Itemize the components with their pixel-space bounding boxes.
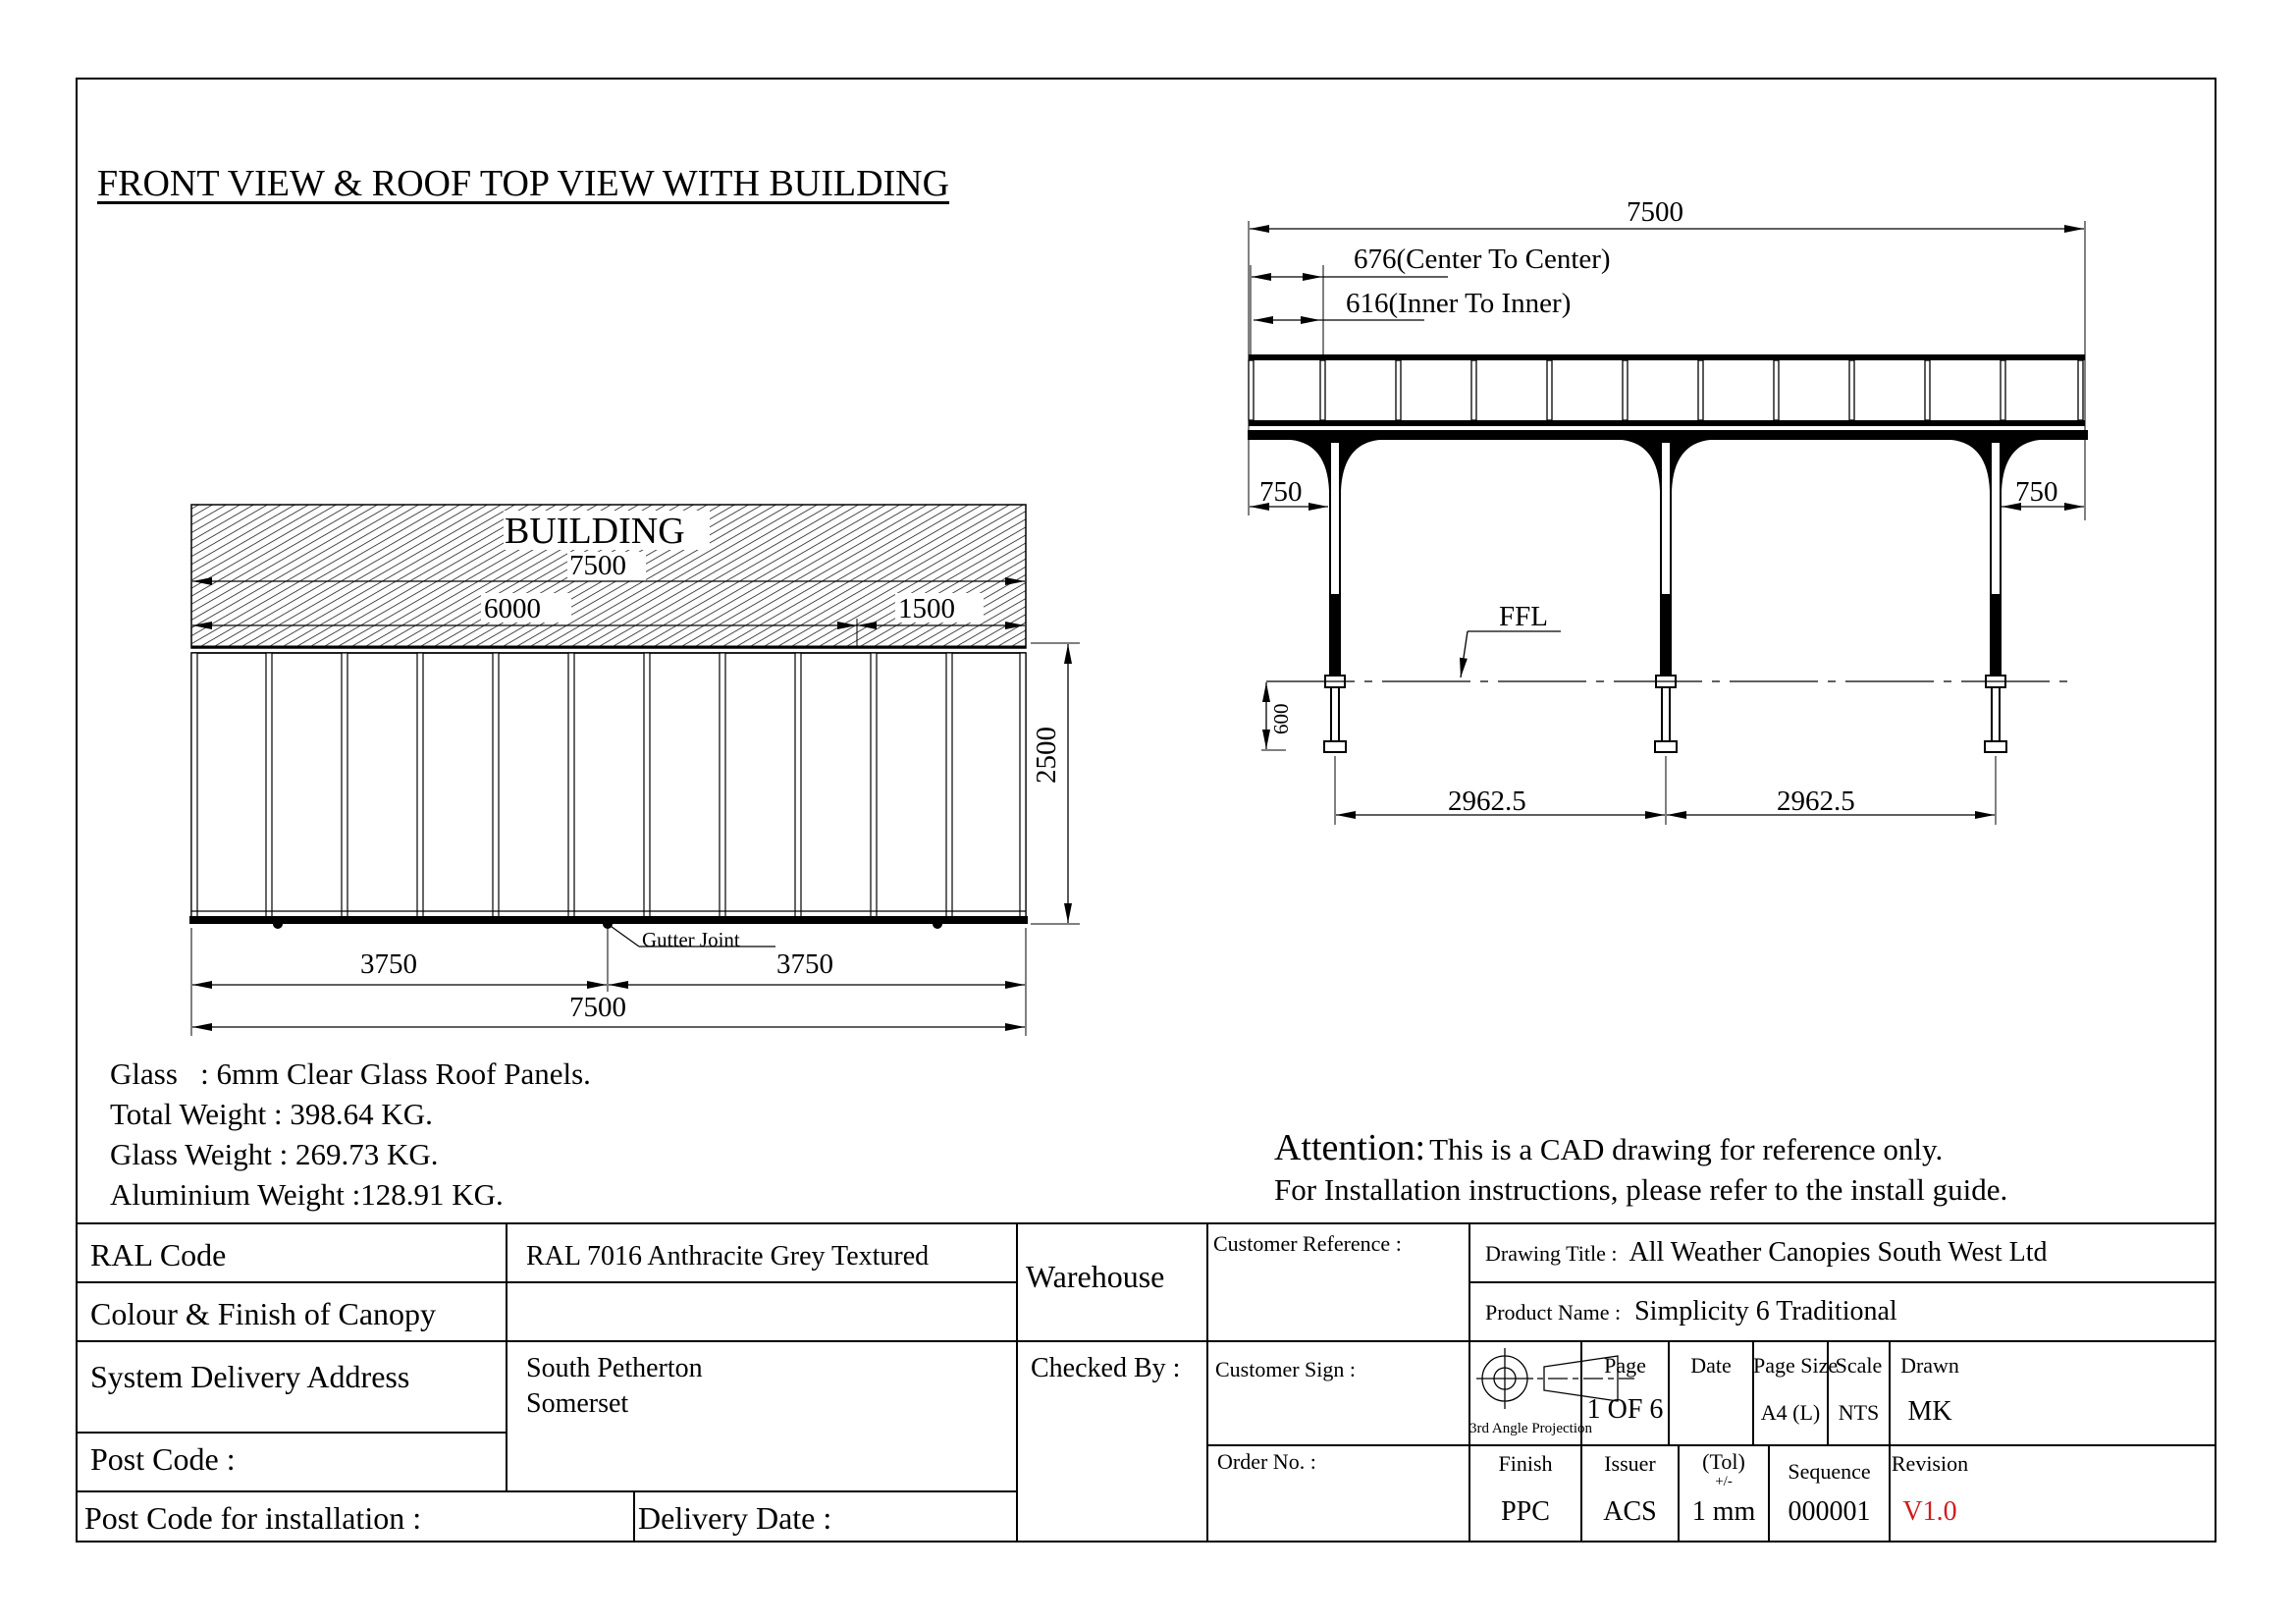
attention-label: Attention: <box>1274 1127 1426 1168</box>
revision-label: Revision <box>1891 1451 1969 1476</box>
front-dim-inner-to-inner: 616(Inner To Inner) <box>1346 288 1572 319</box>
delivery-address-line1: South Petherton <box>526 1353 703 1383</box>
front-dim-left-overhang: 750 <box>1259 476 1303 508</box>
ral-code-label: RAL Code <box>90 1237 227 1272</box>
finish-label: Finish <box>1498 1451 1553 1476</box>
dim-left-half: 3750 <box>360 948 417 980</box>
issuer-value: ACS <box>1603 1496 1657 1527</box>
page-size-label: Page Size <box>1753 1353 1839 1378</box>
delivery-address-line2: Somerset <box>526 1388 629 1419</box>
dim-left-segment: 6000 <box>484 593 541 624</box>
attention-line1: This is a CAD drawing for reference only. <box>1429 1132 1944 1166</box>
spec-aluminium-weight: Aluminium Weight :128.91 KG. <box>110 1177 504 1212</box>
customer-reference-label: Customer Reference : <box>1213 1231 1402 1256</box>
drawing-title-label: Drawing Title : <box>1485 1241 1618 1266</box>
front-dim-foundation: 600 <box>1269 703 1293 734</box>
sequence-value: 000001 <box>1788 1496 1871 1527</box>
post-code-install-label: Post Code for installation : <box>84 1500 422 1536</box>
spec-glass-weight: Glass Weight : 269.73 KG. <box>110 1137 439 1171</box>
finish-value: PPC <box>1501 1496 1550 1527</box>
sheet-heading: FRONT VIEW & ROOF TOP VIEW WITH BUILDING <box>97 163 950 204</box>
gutter-joint-label: Gutter Joint <box>642 928 740 951</box>
date-label: Date <box>1690 1353 1732 1378</box>
front-dim-right-overhang: 750 <box>2015 476 2058 508</box>
colour-finish-label: Colour & Finish of Canopy <box>90 1296 437 1331</box>
dim-building-total: 7500 <box>569 550 626 581</box>
dim-right-segment: 1500 <box>898 593 955 624</box>
tol-label: (Tol) <box>1702 1449 1745 1474</box>
page-label: Page <box>1604 1353 1646 1378</box>
page-value: 1 OF 6 <box>1586 1394 1664 1425</box>
drawn-label: Drawn <box>1900 1353 1959 1378</box>
scale-value: NTS <box>1838 1400 1880 1425</box>
roof-rafters <box>191 653 1026 920</box>
front-rafters <box>1249 360 2083 420</box>
order-no-label: Order No. : <box>1217 1449 1316 1474</box>
product-name-label: Product Name : <box>1485 1300 1622 1325</box>
attention-line2: For Installation instructions, please refer to the install guide. <box>1274 1172 2008 1207</box>
drawing-title-value: All Weather Canopies South West Ltd <box>1629 1237 2048 1268</box>
delivery-date-label: Delivery Date : <box>638 1500 832 1536</box>
building-label: BUILDING <box>505 511 685 552</box>
issuer-label: Issuer <box>1604 1451 1656 1476</box>
attention-note <box>1274 1129 1943 1166</box>
tol-sub: +/- <box>1715 1474 1733 1489</box>
page-size-value: A4 (L) <box>1760 1400 1821 1425</box>
spec-total-weight: Total Weight : 398.64 KG. <box>110 1097 433 1131</box>
drawn-value: MK <box>1907 1396 1952 1427</box>
dim-projection: 2500 <box>1031 727 1062 784</box>
scale-label: Scale <box>1835 1353 1883 1378</box>
dim-right-half: 3750 <box>776 948 833 980</box>
customer-sign-label: Customer Sign : <box>1215 1357 1357 1381</box>
front-dim-center-to-center: 676(Center To Center) <box>1354 244 1611 275</box>
roof-top-view <box>189 505 1080 1036</box>
checked-by-label: Checked By : <box>1031 1353 1181 1383</box>
posts <box>1291 440 2040 752</box>
front-dim-total: 7500 <box>1627 196 1683 228</box>
revision-value: V1.0 <box>1902 1496 1957 1527</box>
post-code-label: Post Code : <box>90 1441 236 1477</box>
ffl-label: FFL <box>1499 601 1548 632</box>
warehouse-label: Warehouse <box>1026 1259 1165 1294</box>
drawing-title <box>1485 1239 2048 1267</box>
product-name-value: Simplicity 6 Traditional <box>1634 1296 1897 1326</box>
dim-total-width: 7500 <box>569 992 626 1023</box>
delivery-address-label: System Delivery Address <box>90 1359 410 1394</box>
projection-label: 3rd Angle Projection <box>1469 1421 1592 1436</box>
ral-code-value: RAL 7016 Anthracite Grey Textured <box>526 1241 930 1272</box>
front-dim-span-left: 2962.5 <box>1448 785 1526 817</box>
front-dim-span-right: 2962.5 <box>1777 785 1855 817</box>
product-name <box>1485 1298 1897 1326</box>
front-beam <box>1248 430 2088 440</box>
spec-glass: Glass : 6mm Clear Glass Roof Panels. <box>110 1056 591 1091</box>
sequence-label: Sequence <box>1788 1459 1871 1484</box>
tol-value: 1 mm <box>1691 1496 1756 1527</box>
